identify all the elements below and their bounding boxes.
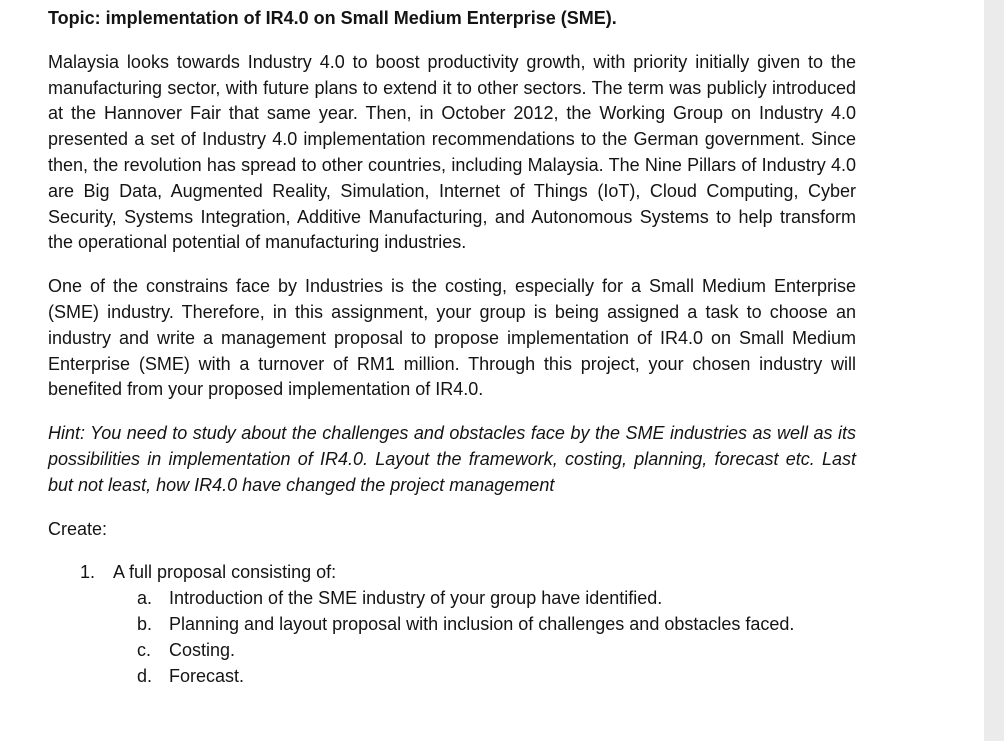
paragraph-industry-4-0: Malaysia looks towards Industry 4.0 to boost productivity growth, with priority initially given to the manufacturing sector, with future plans to extend it to other sectors. The term was publicly introduced at the Hannover Fair that same year. Then, in October 2012, the Working Group on Industry 4.0 presented a set of Industry 4.0 implementation recommendations to the German government. Since then, the revolution has spread to other countries, including Malaysia. The Nine Pillars of Industry 4.0 are Big Data, Augmented Reality, Simulation, Internet of Things (IoT), Cloud Computing, Cyber Security, Systems Integration, Additive Manufacturing, and Autonomous Systems to help transform the operational potential of manufacturing industries. — [48, 51, 856, 253]
paragraph-assignment: One of the constrains face by Industries is the costing, especially for a Small Medium Enterprise (SME) industry. Therefore, in this assignment, your group is being assigned a task to choose an industry and write a management proposal to propose implementation of IR4.0 on Small Medium Enterprise (SME) with a turnover of RM1 million. Through this project, your chosen industry will benefited from your proposed implementation of IR4.0. — [48, 276, 856, 400]
sub-list-item-letter: d. — [137, 665, 153, 686]
list-item-number: 1. — [80, 562, 96, 583]
list-item-text: A full proposal consisting of: — [113, 562, 337, 583]
sub-list-item — [48, 638, 856, 664]
sub-list-item-text: Planning and layout proposal with inclusion of challenges and obstacles faced. — [169, 613, 795, 634]
list-item — [48, 560, 856, 586]
sub-list-item — [48, 612, 856, 638]
sub-list-item-letter: b. — [137, 613, 153, 634]
hint-paragraph: Hint: You need to study about the challenges and obstacles face by the SME industries as well as its possibilities in implementation of IR4.0. Layout the framework, costing, planning, forecast etc. Last but not least, how IR4.0 have changed the project management — [48, 423, 856, 495]
document-title: Topic: implementation of IR4.0 on Small Medium Enterprise (SME). — [48, 8, 617, 28]
proposal-list — [48, 560, 856, 689]
sub-list-item — [48, 586, 856, 612]
document-content — [48, 6, 856, 689]
sub-list-item — [48, 664, 856, 690]
sub-list-item-text: Introduction of the SME industry of your group have identified. — [169, 588, 663, 609]
sub-list-item-letter: a. — [137, 588, 153, 609]
sub-list-item-text: Forecast. — [169, 665, 245, 686]
sub-list-item-letter: c. — [137, 639, 152, 660]
create-label: Create: — [48, 518, 108, 539]
sub-list-item-text: Costing. — [169, 639, 236, 660]
